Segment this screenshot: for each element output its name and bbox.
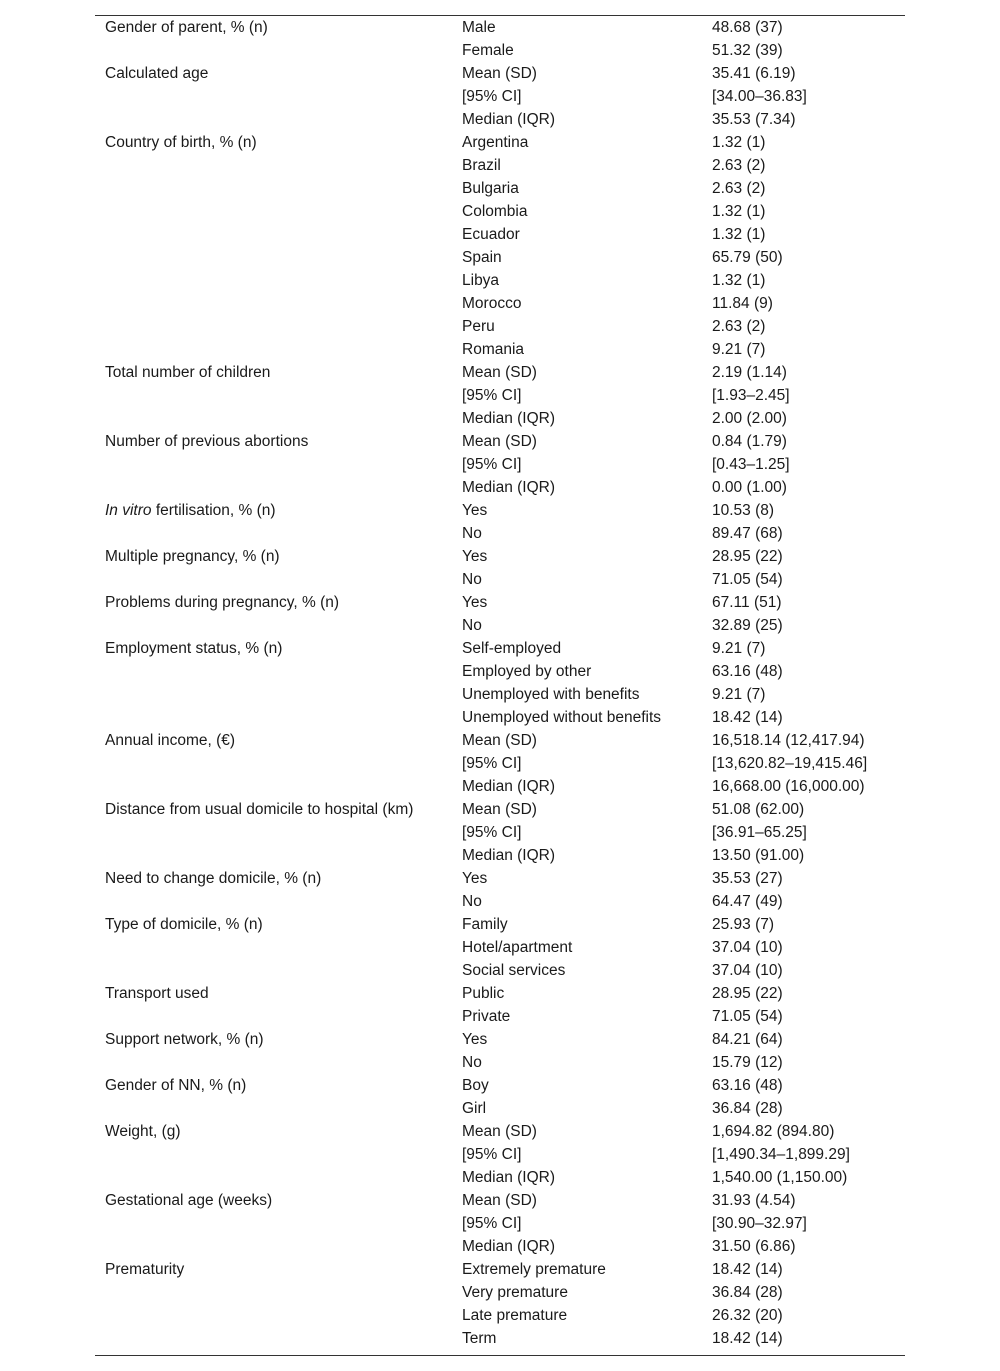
table-row [95, 1304, 905, 1327]
value-cell: 71.05 (54) [712, 1008, 783, 1025]
value-cell: 84.21 (64) [712, 1031, 783, 1048]
value-cell: 37.04 (10) [712, 962, 783, 979]
category-cell: No [462, 525, 482, 542]
table-bottom-rule [95, 1355, 905, 1356]
table-row [95, 821, 905, 844]
category-cell: Libya [462, 272, 500, 289]
category-cell: No [462, 617, 482, 634]
value-cell: 13.50 (91.00) [712, 847, 805, 864]
value-cell: 65.79 (50) [712, 249, 783, 266]
category-cell: Mean (SD) [462, 732, 537, 749]
variable-cell: Need to change domicile, % (n) [105, 870, 322, 887]
variable-cell: Employment status, % (n) [105, 640, 283, 657]
category-cell: Hotel/apartment [462, 939, 573, 956]
category-cell: Late premature [462, 1307, 568, 1324]
value-cell: 26.32 (20) [712, 1307, 783, 1324]
table-row [95, 384, 905, 407]
variable-cell: Prematurity [105, 1261, 185, 1278]
category-cell: Colombia [462, 203, 528, 220]
table-row [95, 131, 905, 154]
category-cell: Spain [462, 249, 502, 266]
table-row [95, 315, 905, 338]
table-row [95, 430, 905, 453]
table-row [95, 223, 905, 246]
category-cell: Employed by other [462, 663, 592, 680]
value-cell: 63.16 (48) [712, 1077, 783, 1094]
value-cell: 32.89 (25) [712, 617, 783, 634]
variable-cell: Country of birth, % (n) [105, 134, 257, 151]
table-row [95, 39, 905, 62]
table-row [95, 1143, 905, 1166]
table-row [95, 1120, 905, 1143]
variable-cell: Distance from usual domicile to hospital (km) [105, 801, 414, 818]
value-cell: 35.41 (6.19) [712, 65, 796, 82]
category-cell: Family [462, 916, 508, 933]
category-cell: Boy [462, 1077, 489, 1094]
variable-cell: Gender of parent, % (n) [105, 19, 268, 36]
category-cell: Median (IQR) [462, 778, 556, 795]
category-cell: Median (IQR) [462, 479, 556, 496]
table-row [95, 407, 905, 430]
data-table [95, 16, 905, 1350]
category-cell: [95% CI] [462, 755, 522, 772]
table-row [95, 982, 905, 1005]
value-cell: [1.93–2.45] [712, 387, 790, 404]
table-row [95, 246, 905, 269]
table-row [95, 453, 905, 476]
value-cell: 36.84 (28) [712, 1284, 783, 1301]
table-row [95, 890, 905, 913]
table-row [95, 683, 905, 706]
category-cell: No [462, 571, 482, 588]
variable-cell: Multiple pregnancy, % (n) [105, 548, 280, 565]
category-cell: Unemployed without benefits [462, 709, 662, 726]
value-cell: 2.19 (1.14) [712, 364, 787, 381]
table-row [95, 798, 905, 821]
table-row [95, 637, 905, 660]
category-cell: Ecuador [462, 226, 520, 243]
table-row [95, 85, 905, 108]
table-row [95, 959, 905, 982]
value-cell: 16,518.14 (12,417.94) [712, 732, 865, 749]
category-cell: Mean (SD) [462, 433, 537, 450]
value-cell: [13,620.82–19,415.46] [712, 755, 868, 772]
variable-cell: Type of domicile, % (n) [105, 916, 263, 933]
category-cell: [95% CI] [462, 824, 522, 841]
variable-cell: Problems during pregnancy, % (n) [105, 594, 340, 611]
value-cell: 16,668.00 (16,000.00) [712, 778, 865, 795]
value-cell: 2.63 (2) [712, 318, 766, 335]
table-row [95, 729, 905, 752]
category-cell: Extremely premature [462, 1261, 606, 1278]
table-row [95, 867, 905, 890]
value-cell: 35.53 (7.34) [712, 111, 796, 128]
category-cell: Female [462, 42, 514, 59]
variable-cell: Number of previous abortions [105, 433, 309, 450]
category-cell: [95% CI] [462, 456, 522, 473]
table-row [95, 361, 905, 384]
table-row [95, 1189, 905, 1212]
value-cell: 37.04 (10) [712, 939, 783, 956]
table-row [95, 568, 905, 591]
table-row [95, 522, 905, 545]
table-row [95, 499, 905, 522]
value-cell: 48.68 (37) [712, 19, 783, 36]
value-cell: 1.32 (1) [712, 272, 766, 289]
category-cell: Peru [462, 318, 495, 335]
category-cell: Unemployed with benefits [462, 686, 640, 703]
value-cell: 28.95 (22) [712, 548, 783, 565]
category-cell: Self-employed [462, 640, 562, 657]
table-row [95, 545, 905, 568]
value-cell: 18.42 (14) [712, 1261, 783, 1278]
category-cell: Yes [462, 594, 488, 611]
category-cell: Male [462, 19, 496, 36]
category-cell: Very premature [462, 1284, 568, 1301]
value-cell: 9.21 (7) [712, 640, 766, 657]
value-cell: 89.47 (68) [712, 525, 783, 542]
table-row [95, 1005, 905, 1028]
category-cell: Yes [462, 548, 488, 565]
table-row [95, 591, 905, 614]
category-cell: Median (IQR) [462, 1169, 556, 1186]
variable-cell: Transport used [105, 985, 209, 1002]
value-cell: 25.93 (7) [712, 916, 775, 933]
category-cell: [95% CI] [462, 1146, 522, 1163]
table-row [95, 154, 905, 177]
category-cell: [95% CI] [462, 387, 522, 404]
variable-cell: Annual income, (€) [105, 732, 236, 749]
value-cell: 1.32 (1) [712, 226, 766, 243]
table-row [95, 292, 905, 315]
table-row [95, 752, 905, 775]
table-row [95, 775, 905, 798]
table-row [95, 1212, 905, 1235]
value-cell: 2.00 (2.00) [712, 410, 787, 427]
table-row [95, 614, 905, 637]
table-row [95, 844, 905, 867]
value-cell: 67.11 (51) [712, 594, 782, 611]
table-row [95, 1281, 905, 1304]
value-cell: 71.05 (54) [712, 571, 783, 588]
value-cell: 1,694.82 (894.80) [712, 1123, 835, 1140]
category-cell: Mean (SD) [462, 801, 537, 818]
table-row [95, 1097, 905, 1120]
table-row [95, 1327, 905, 1350]
variable-cell: Total number of children [105, 364, 271, 381]
category-cell: Yes [462, 1031, 488, 1048]
table-row [95, 706, 905, 729]
category-cell: [95% CI] [462, 88, 522, 105]
category-cell: Median (IQR) [462, 111, 556, 128]
category-cell: Median (IQR) [462, 1238, 556, 1255]
category-cell: Median (IQR) [462, 847, 556, 864]
table-row [95, 1166, 905, 1189]
value-cell: [36.91–65.25] [712, 824, 807, 841]
table-row [95, 200, 905, 223]
value-cell: 51.32 (39) [712, 42, 783, 59]
value-cell: 64.47 (49) [712, 893, 783, 910]
value-cell: [1,490.34–1,899.29] [712, 1146, 850, 1163]
variable-text: fertilisation, % (n) [155, 502, 276, 519]
category-cell: Girl [462, 1100, 487, 1117]
category-cell: Morocco [462, 295, 522, 312]
value-cell: 63.16 (48) [712, 663, 783, 680]
value-cell: 1,540.00 (1,150.00) [712, 1169, 848, 1186]
category-cell: Mean (SD) [462, 364, 537, 381]
category-cell: Yes [462, 870, 488, 887]
value-cell: 9.21 (7) [712, 341, 766, 358]
value-cell: 31.93 (4.54) [712, 1192, 796, 1209]
variable-cell: Calculated age [105, 65, 209, 82]
table-row [95, 1258, 905, 1281]
category-cell: Bulgaria [462, 180, 519, 197]
table-row [95, 1235, 905, 1258]
table-row [95, 1028, 905, 1051]
value-cell: 28.95 (22) [712, 985, 783, 1002]
category-cell: Mean (SD) [462, 65, 537, 82]
value-cell: [0.43–1.25] [712, 456, 790, 473]
value-cell: 18.42 (14) [712, 1330, 783, 1347]
category-cell: Yes [462, 502, 488, 519]
value-cell: 35.53 (27) [712, 870, 783, 887]
category-cell: Public [462, 985, 505, 1002]
category-cell: Brazil [462, 157, 501, 174]
table-row [95, 913, 905, 936]
table-row [95, 269, 905, 292]
table-row [95, 476, 905, 499]
variable-cell: Gender of NN, % (n) [105, 1077, 247, 1094]
table-row [95, 660, 905, 683]
category-cell: Mean (SD) [462, 1192, 537, 1209]
table-row [95, 1051, 905, 1074]
category-cell: Romania [462, 341, 525, 358]
category-cell: Mean (SD) [462, 1123, 537, 1140]
variable-cell: Gestational age (weeks) [105, 1192, 273, 1209]
table-row [95, 62, 905, 85]
category-cell: Private [462, 1008, 511, 1025]
value-cell: [34.00–36.83] [712, 88, 807, 105]
value-cell: 2.63 (2) [712, 180, 766, 197]
value-cell: 2.63 (2) [712, 157, 766, 174]
table-row [95, 108, 905, 131]
variable-cell [105, 499, 276, 522]
value-cell: 15.79 (12) [712, 1054, 783, 1071]
table-row [95, 16, 905, 39]
table-row [95, 1074, 905, 1097]
category-cell: No [462, 893, 482, 910]
category-cell: Argentina [462, 134, 529, 151]
value-cell: 1.32 (1) [712, 203, 766, 220]
category-cell: [95% CI] [462, 1215, 522, 1232]
table-row [95, 338, 905, 361]
value-cell: 0.00 (1.00) [712, 479, 787, 496]
variable-cell: Support network, % (n) [105, 1031, 264, 1048]
value-cell: [30.90–32.97] [712, 1215, 807, 1232]
table-row [95, 936, 905, 959]
value-cell: 31.50 (6.86) [712, 1238, 796, 1255]
category-cell: Term [462, 1330, 497, 1347]
category-cell: Social services [462, 962, 566, 979]
value-cell: 10.53 (8) [712, 502, 775, 519]
variable-cell: Weight, (g) [105, 1123, 181, 1140]
table-row [95, 177, 905, 200]
variable-italic-text: In vitro [105, 502, 152, 519]
value-cell: 0.84 (1.79) [712, 433, 787, 450]
value-cell: 51.08 (62.00) [712, 801, 805, 818]
value-cell: 18.42 (14) [712, 709, 783, 726]
value-cell: 36.84 (28) [712, 1100, 783, 1117]
category-cell: No [462, 1054, 482, 1071]
category-cell: Median (IQR) [462, 410, 556, 427]
value-cell: 11.84 (9) [712, 295, 773, 312]
value-cell: 9.21 (7) [712, 686, 766, 703]
value-cell: 1.32 (1) [712, 134, 766, 151]
